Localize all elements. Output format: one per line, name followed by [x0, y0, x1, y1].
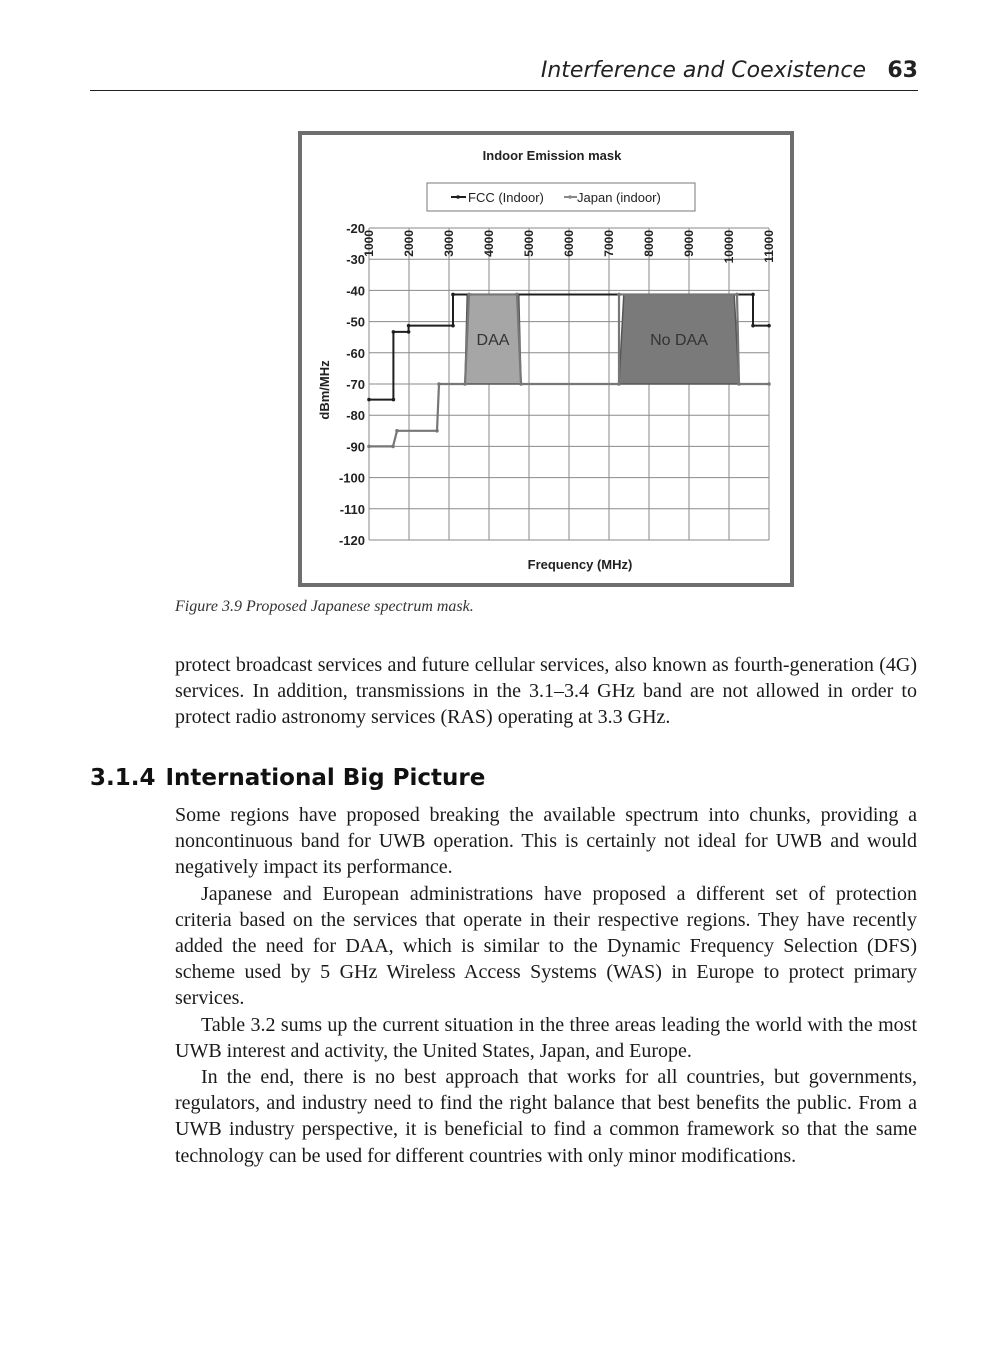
figure-frame	[298, 131, 794, 587]
chart-title: Indoor Emission mask	[482, 148, 622, 163]
data-point	[391, 445, 395, 449]
x-tick-label: 9000	[682, 230, 696, 257]
x-tick-label: 11000	[762, 230, 776, 263]
x-tick-label: 2000	[402, 230, 416, 257]
section-title: International Big Picture	[165, 765, 486, 791]
x-tick-label: 10000	[722, 230, 736, 264]
y-tick-label: -100	[338, 470, 365, 486]
y-tick-label: -40	[346, 283, 365, 299]
x-tick-label: 4000	[482, 230, 496, 257]
paragraph-1	[175, 652, 917, 731]
data-point	[367, 398, 371, 402]
data-point	[617, 382, 621, 386]
y-tick-label: -70	[346, 377, 365, 392]
data-point	[437, 382, 441, 386]
data-point	[451, 324, 455, 328]
x-tick-label: 8000	[642, 230, 656, 257]
data-point	[767, 324, 771, 328]
running-title: Interference and Coexistence	[540, 58, 866, 83]
y-tick-label: -20	[346, 221, 365, 236]
y-tick-label: -60	[346, 345, 365, 361]
data-point	[451, 293, 455, 297]
y-tick-label: -80	[346, 408, 365, 424]
x-tick-label: 7000	[602, 230, 616, 257]
y-tick-label: -50	[346, 314, 365, 330]
data-point	[467, 293, 471, 297]
paragraph-2: Some regions have proposed breaking the available spectrum into chunks, providing a noncontinuous band for UWB operation. This is certainly not ideal for UWB and would negatively impact its performance.	[175, 804, 917, 879]
section-heading	[90, 765, 485, 791]
data-point	[515, 293, 519, 297]
paragraph-3: Japanese and European administrations have proposed a different set of protection criteria based on the services that operate in their respective regions. They have recently added the need for DAA, which is similar to the Dynamic Frequency Selection (DFS) scheme used by 5 GHz Wireless Access Systems (WAS) in Europe to protect primary services.	[175, 882, 917, 1010]
y-tick-labels	[339, 221, 365, 548]
legend-label-japan: Japan (indoor)	[577, 190, 661, 205]
section-body	[175, 802, 917, 1169]
regions	[465, 294, 739, 384]
x-tick-label: 3000	[442, 230, 456, 257]
data-point	[407, 330, 411, 334]
y-tick-label: -120	[338, 533, 365, 548]
legend-dot-fcc	[456, 195, 460, 199]
y-tick-label: -90	[346, 439, 365, 455]
page-number: 63	[887, 58, 918, 83]
x-tick-label: 6000	[562, 230, 576, 257]
data-point	[407, 324, 411, 328]
paragraph-5: In the end, there is no best approach that works for all countries, but governments, regulators, and industry need to find the right balance that best benefits the public. From a UWB industry perspective, it is beneficial to find a common framework so that the same technology can be used for different countries with only minor modifications.	[175, 1066, 917, 1167]
data-point	[751, 324, 755, 328]
paragraph-1-text: protect broadcast services and future cellular services, also known as fourth-generation (4G) services. In addition, transmissions in the 3.1–3.4 GHz band are not allowed in order to protect radio astronomy services (RAS) operating at 3.3 GHz.	[175, 654, 917, 729]
y-axis-label: dBm/MHz	[317, 360, 332, 420]
x-axis-label: Frequency (MHz)	[527, 557, 633, 572]
y-tick-label: -30	[346, 252, 365, 268]
legend-dot-japan	[568, 195, 572, 199]
data-point	[737, 382, 741, 386]
data-point	[367, 445, 371, 449]
data-point	[735, 293, 739, 297]
region-label: No DAA	[650, 332, 708, 350]
figure-caption: Figure 3.9 Proposed Japanese spectrum mask.	[175, 598, 474, 615]
region-label: DAA	[476, 332, 510, 350]
data-point	[392, 398, 396, 402]
emission-mask-chart	[302, 135, 790, 583]
x-tick-label: 5000	[522, 230, 536, 257]
paragraph-4: Table 3.2 sums up the current situation in the three areas leading the world with the most UWB interest and activity, the United States, Japan, and Europe.	[175, 1013, 917, 1062]
data-point	[767, 382, 771, 386]
data-point	[617, 293, 621, 297]
y-tick-label: -110	[339, 501, 365, 517]
data-point	[463, 382, 467, 386]
data-point	[392, 330, 396, 334]
legend-label-fcc: FCC (Indoor)	[468, 190, 544, 205]
data-point	[395, 429, 399, 433]
legend	[427, 183, 695, 211]
data-point	[435, 429, 439, 433]
data-point	[751, 293, 755, 297]
section-number: 3.1.4	[90, 765, 156, 791]
data-point	[519, 382, 523, 386]
x-tick-label: 1000	[362, 230, 376, 257]
running-head	[90, 56, 918, 91]
